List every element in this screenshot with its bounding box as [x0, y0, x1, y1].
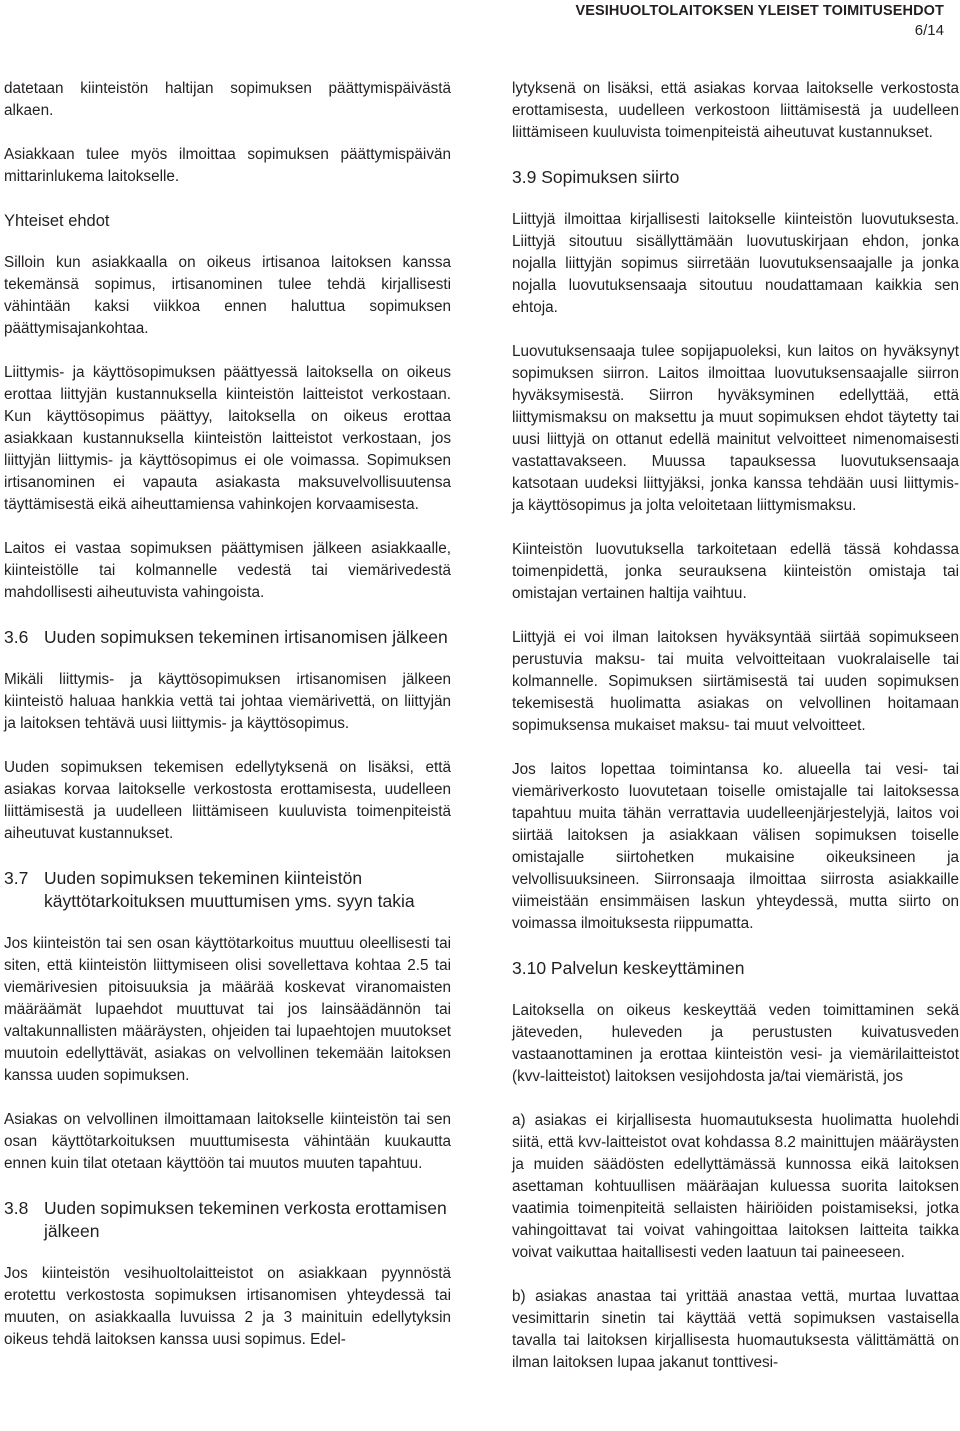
section-heading-3-7 [4, 867, 451, 913]
left-column [4, 78, 451, 1351]
paragraph: Asiakas on velvollinen ilmoittamaan laitokselle kiinteistön tai sen osan käyttötarkoituksen muuttumisesta vähintään kuukautta ennen kuin tilat otetaan käyttöön tai muutos muuten tapahtuu. [4, 1111, 451, 1172]
paragraph: datetaan kiinteistön haltijan sopimuksen päättymispäivästä alkaen. [4, 80, 451, 119]
section-title: Uuden sopimuksen tekeminen verkosta erottamisen jälkeen [44, 1198, 447, 1241]
section-heading-3-9: 3.9 Sopimuksen siirto [512, 167, 680, 187]
section-number: 3.6 [4, 627, 29, 647]
page-number: 6/14 [914, 22, 944, 39]
section-title: Uuden sopimuksen tekeminen kiinteistön käyttötarkoituksen muuttumisen yms. syyn takia [44, 868, 415, 911]
paragraph: Liittyjä ilmoittaa kirjallisesti laitokselle kiinteistön luovutuksesta. Liittyjä sitoutuu sisällyttämään luovutuskirjaan ehdon, jonka nojalla liittyjän sopimus siirretään luovutuksensaajalle ja jonka nojalla luovutuksensaaja sitoutuu noudattamaan kaikkia sen ehtoja. [512, 211, 959, 316]
page-header [575, 2, 944, 40]
paragraph: Laitoksella on oikeus keskeyttää veden toimittaminen sekä jäteveden, huleveden ja perustusten kuivatusveden vastaanottaminen ja erottaa kiinteistön vesi- ja viemärilaitteistot (kvv-laitteistot) laitoksen vesijohdosta ja/tai viemäristä, jos [512, 1002, 959, 1085]
paragraph: Asiakkaan tulee myös ilmoittaa sopimuksen päättymispäivän mittarinlukema laitokselle. [4, 146, 451, 185]
paragraph: Luovutuksensaaja tulee sopijapuoleksi, kun laitos on hyväksynyt sopimuksen siirron. Laitos ilmoittaa luovutuksensaajalle siirron hyväksymisestä. Siirron hyväksyminen edellyttää, että liittymismaksu on maksettu ja muut sopimuksen ehdot täytetty tai uusi liittyjä on ottanut edellä mainitut velvoitteet nimenomaisesti vastattavakseen. Muussa tapauksessa luovutuksensaaja katsotaan uudeksi liittyjäksi, jonka kanssa tehdään uusi liittymis- ja käyttösopimus ja jolta veloitetaan liittymismaksu. [512, 343, 959, 514]
paragraph: Silloin kun asiakkaalla on oikeus irtisanoa laitoksen kanssa tekemänsä sopimus, irtisanominen tulee tehdä kirjallisesti vähintään kaksi viikkoa ennen haluttua sopimuksen päättymisajankohtaa. [4, 254, 451, 337]
section-title: Uuden sopimuksen tekeminen irtisanomisen jälkeen [44, 627, 448, 647]
paragraph: Mikäli liittymis- ja käyttösopimuksen irtisanomisen jälkeen kiinteistö haluaa hankkia vettä tai johtaa viemärivettä, on liittyjän ja laitoksen tehtävä uusi liittymis- ja käyttösopimus. [4, 671, 451, 732]
section-number: 3.8 [4, 1198, 29, 1218]
section-heading-3-6 [4, 626, 451, 649]
paragraph: Jos kiinteistön vesihuoltolaitteistot on asiakkaan pyynnöstä erotettu verkostosta sopimuksen irtisanomisen yhteydessä tai muuten, on asiakkaalla luvuissa 2 ja 3 mainituin edellytyksin oikeus tehdä laitoksen kanssa uusi sopimus. Edel- [4, 1265, 451, 1348]
section-number: 3.7 [4, 868, 29, 888]
paragraph: Liittyjä ei voi ilman laitoksen hyväksyntää siirtää sopimukseen perustuvia maksu- tai muita velvoitteitaan vuokralaiselle tai kolmannelle. Sopimuksen siirtämisestä tai uuden sopimuksen tekemisestä huolimatta asiakas on velvollinen hoitamaan sopimuksensa mukaiset maksu- tai muut velvoitteet. [512, 629, 959, 734]
subheading-yhteiset-ehdot: Yhteiset ehdot [4, 212, 110, 230]
section-heading-3-8 [4, 1197, 451, 1243]
paragraph: Kiinteistön luovutuksella tarkoitetaan edellä tässä kohdassa toimenpidettä, jonka seurauksena kiinteistön omistaja tai omistajan vertainen haltija vaihtuu. [512, 541, 959, 602]
document-title: VESIHUOLTOLAITOKSEN YLEISET TOIMITUSEHDOT [575, 3, 944, 19]
right-column [512, 78, 959, 1374]
section-heading-3-10: 3.10 Palvelun keskeyttäminen [512, 958, 745, 978]
paragraph: Laitos ei vastaa sopimuksen päättymisen jälkeen asiakkaalle, kiinteistölle tai kolmannelle vedestä tai viemärivedestä mahdollisesti aiheutuvista vahingoista. [4, 540, 451, 601]
paragraph: Liittymis- ja käyttösopimuksen päättyessä laitoksella on oikeus erottaa liittyjän kustannuksella kiinteistön laitteistot verkostaan. Kun käyttösopimus päättyy, laitoksella on oikeus erottaa asiakkaan kustannuksella kiinteistön laitteistot verkostaan, jos liittyjän liittymis- ja käyttösopimus ei ole voimassa. Sopimuksen irtisanominen ei vapauta asiakasta maksuvelvollisuutensa täyttämisestä eikä aiheuttamiensa vahinkojen korvaamisesta. [4, 364, 451, 513]
paragraph: Jos laitos lopettaa toimintansa ko. alueella tai vesi- tai viemäriverkosto luovutetaan toiselle omistajalle tai laitoksessa tapahtuu muita tähän verrattavia uudelleenjärjestelyjä, laitos voi siirtää laitoksen ja asiakkaan välisen sopimuksen toiselle omistajalle siirtohetken mukaisine oikeuksineen ja velvollisuuksineen. Siirronsaaja ilmoittaa siirrosta asiakkaille viimeistään ensimmäisen laskun yhteydessä, mutta siirto on voimassa ilmoituksesta riippumatta. [512, 761, 959, 932]
paragraph: lytyksenä on lisäksi, että asiakas korvaa laitokselle verkostosta erottamisesta, uudelleen verkostoon liittämisestä ja uudelleen liittämiseen kuuluvista toimenpiteistä aiheutuvat kustannukset. [512, 80, 959, 141]
list-item-a: a) asiakas ei kirjallisesta huomautuksesta huolimatta huolehdi siitä, että kvv-laitteistot ovat kohdassa 8.2 mainittujen määräysten ja muiden säädösten edellyttämässä kunnossa eikä laitoksen asettaman kohtuullisen määräajan kuluessa suorita laitoksen vaatimia toimenpiteitä sellaisten häiriöiden poistamiseksi, jotka vahingoittavat tai voivat vahingoittaa laitoksen laitteita taikka voivat vaikuttaa haitallisesti veden laatuun tai paineeseen. [512, 1112, 959, 1261]
paragraph: Jos kiinteistön tai sen osan käyttötarkoitus muuttuu oleellisesti tai siten, että kiinteistön liittymiseen olisi sovellettava kohtaa 2.5 tai viemärivesien pitoisuuksia ja määrää koskevat viranomaisten määräämät lupaehdot muuttuvat tai jos lainsäädännön tai valtakunnallisten määräysten, ohjeiden tai lupaehtojen muutokset muutoin edellyttävät, asiakas on velvollinen tekemään laitoksen kanssa uuden sopimuksen. [4, 935, 451, 1084]
paragraph: Uuden sopimuksen tekemisen edellytyksenä on lisäksi, että asiakas korvaa laitokselle verkostosta erottamisesta, uudelleen liittämisestä ja uudelleen liittämiseen kuuluvista toimenpiteistä aiheutuvat kustannukset. [4, 759, 451, 842]
list-item-b: b) asiakas anastaa tai yrittää anastaa vettä, murtaa luvattaa vesimittarin sinetin tai käyttää vettä sopimuksen vastaisella tavalla tai laitoksen kirjallisesta huomautuksesta välittämättä on ilman laitoksen lupaa jakanut tonttivesi- [512, 1288, 959, 1371]
